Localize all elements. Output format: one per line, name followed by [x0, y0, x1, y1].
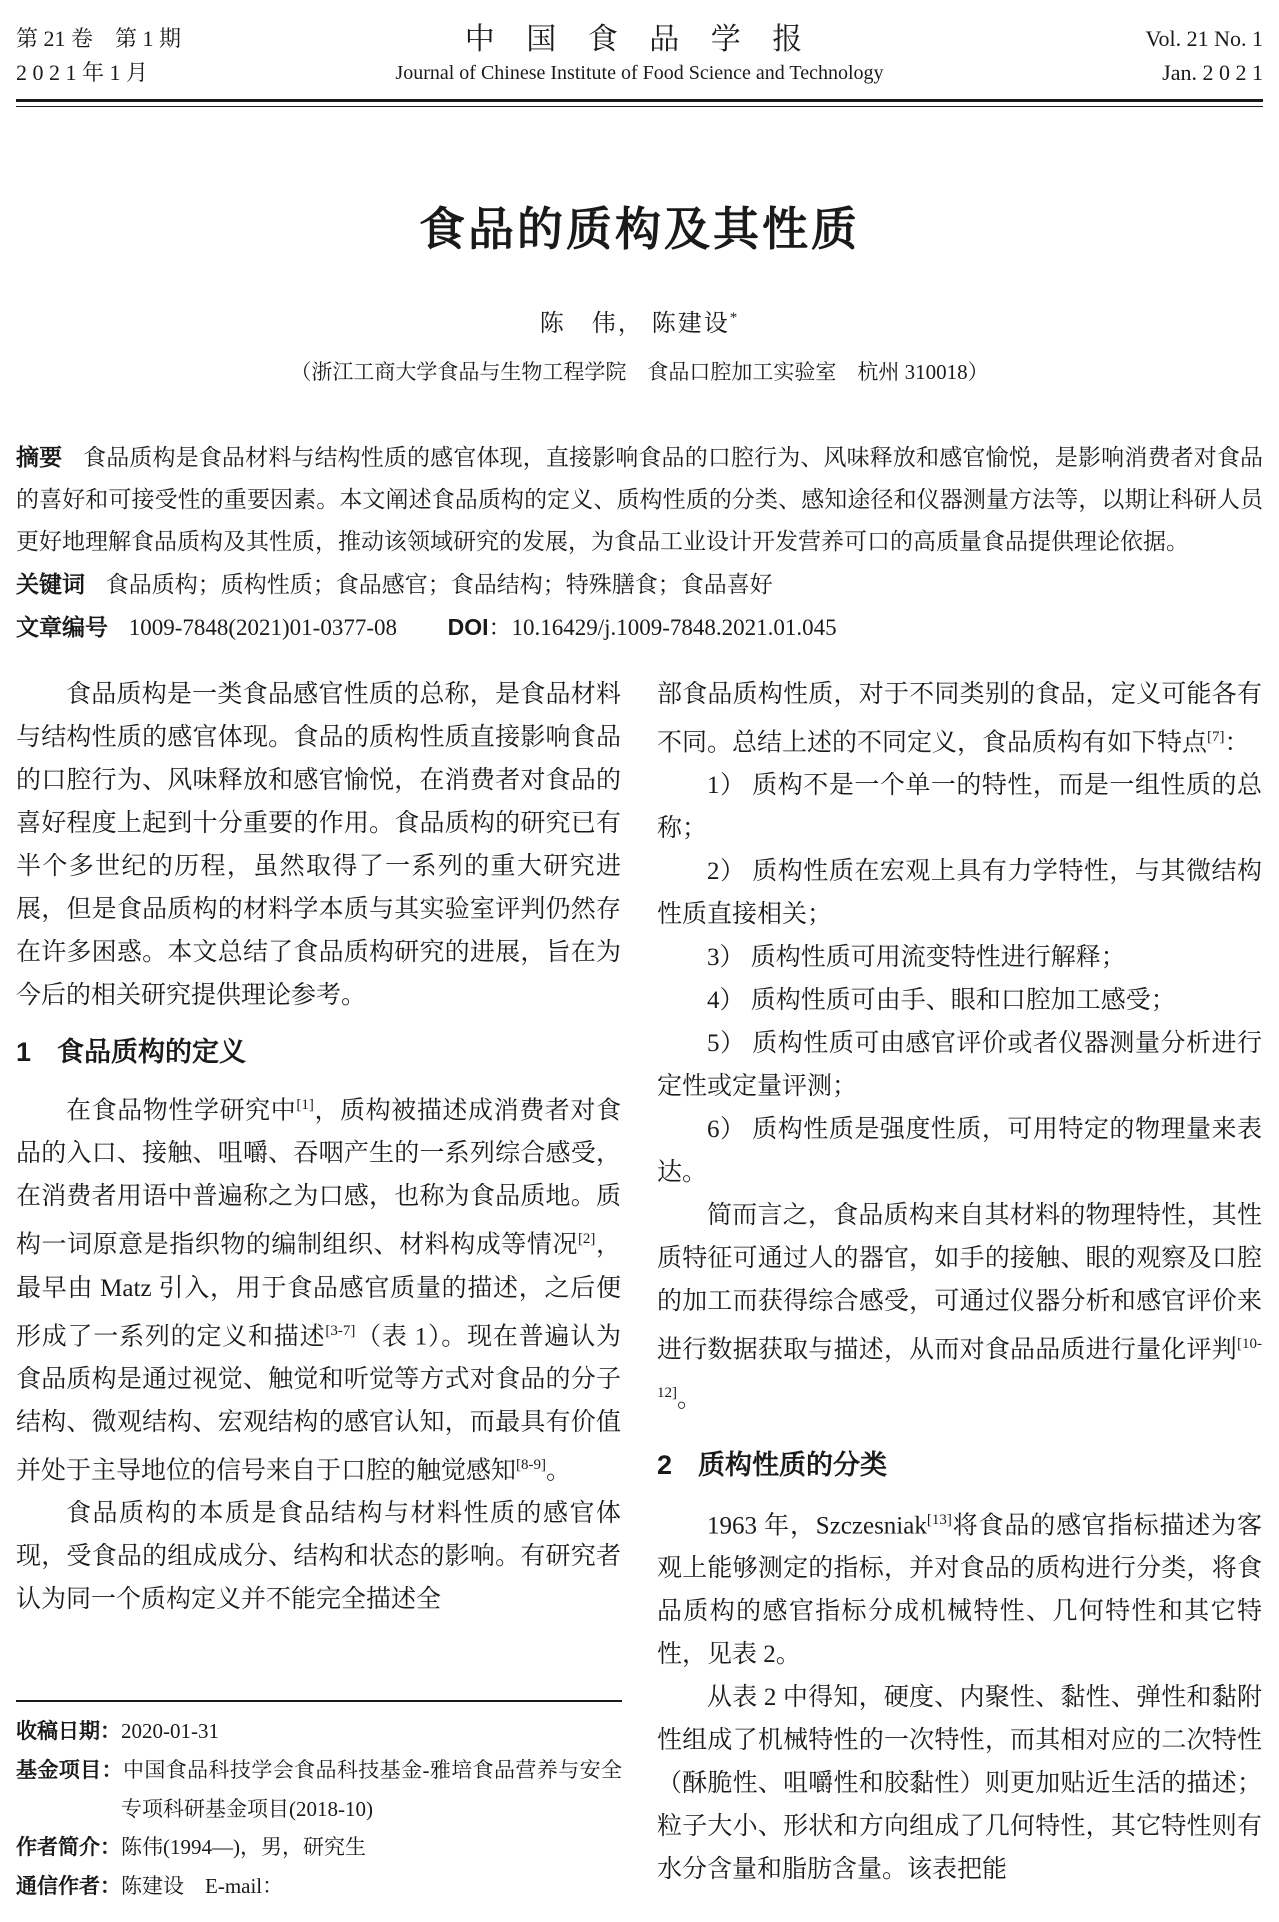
text-segment: 。: [677, 1384, 703, 1412]
text-segment: 简而言之，食品质构来自其材料的物理特性，其性质特征可通过人的器官，如手的接触、眼的观察及口腔的加工而获得综合感受，可通过仪器分析和感官评价来进行数据获取与描述，从而对食品品质进行量化评判: [657, 1202, 1262, 1364]
footnote-text: 陈伟(1994—)，男，研究生: [121, 1835, 366, 1859]
journal-volume-en: [993, 22, 1263, 90]
text-segment: （表 1）。现在普遍认为食品质构是通过视觉、触觉和听觉等方式对食品的分子结构、微观结构、宏观结构的感官认知，而最具有价值并处于主导地位的信号来自于口腔的触觉感知: [16, 1322, 621, 1485]
text-segment: 将食品的感官指标描述为客观上能够测定的指标，并对食品的质构进行分类，将食品质构的感官指标分成机械特性、几何特性和其它特性，见表 2。: [657, 1512, 1262, 1669]
article-meta: [16, 436, 1263, 649]
journal-volume-en-line2: Jan. 2 0 2 1: [1162, 60, 1263, 85]
paragraph-intro: 食品质构是一类食品感官性质的总称，是食品材料与结构性质的感官体现。食品的质构性质直接影响食品的口腔行为、风味释放和感官愉悦，在消费者对食品的喜好程度上起到十分重要的作用。食品质构的研究已有半个多世纪的历程，虽然取得了一系列的重大研究进展，但是食品质构的材料学本质与其实验室评判仍然存在许多困惑。本文总结了食品质构研究的进展，旨在为今后的相关研究提供理论参考。: [16, 681, 621, 1009]
authors-names: 陈 伟， 陈建设: [539, 311, 730, 337]
list-item: 5） 质构性质可由感官评价或者仪器测量分析进行定性或定量评测；: [657, 1030, 1262, 1101]
paragraph-classification: [657, 1499, 1262, 1676]
text-segment: ，质构被描述成消费者对食品的入口、接触、咀嚼、吞咽产生的一系列综合感受，在消费者用语中普遍称之为口感，也称为食品质地。质构一词原意是指织物的编制组织、材料构成等情况: [16, 1097, 621, 1259]
text-segment: 1963 年，Szczesniak: [707, 1512, 927, 1540]
footnote-text: 中国食品科技学会食品科技基金-雅培食品营养与安全专项科研基金项目(2018-10): [121, 1758, 622, 1821]
abstract-text: 食品质构是食品材料与结构性质的感官体现，直接影响食品的口腔行为、风味释放和感官愉悦，是影响消费者对食品的喜好和可接受性的重要因素。本文阐述食品质构的定义、质构性质的分类、感知途径和仪器测量方法等，以期让科研人员更好地理解食品质构及其性质，推动该领域研究的发展，为食品工业设计开发营养可口的高质量食品提供理论依据。: [16, 445, 1264, 554]
text-segment: 部食品质构性质，对于不同类别的食品，定义可能各有不同。总结上述的不同定义，食品质构有如下特点: [657, 681, 1262, 757]
text-segment: ，最早由 Matz 引入，用于食品感官质量的描述，之后便形成了一系列的定义和描述: [16, 1231, 621, 1350]
footnote-label: 作者简介：: [16, 1836, 121, 1859]
journal-volume-cn: [16, 22, 286, 90]
journal-volume-cn-line2: 2 0 2 1 年 1 月: [16, 60, 149, 85]
corresponding-author-marker: *: [729, 310, 740, 326]
text-segment: 。: [546, 1457, 572, 1485]
doi-label: DOI: [447, 614, 489, 640]
footnote-block: [16, 1700, 622, 1906]
footnote-label: 基金项目：: [16, 1759, 123, 1782]
paragraph-continuation: [657, 673, 1262, 764]
footnote-divider: [16, 1700, 622, 1702]
footnote-received-date: [16, 1712, 622, 1751]
reference-superscript: [8-9]: [516, 1456, 547, 1473]
paragraph-essence: 食品质构的本质是食品结构与材料性质的感官体现，受食品的组成成分、结构和状态的影响。有研究者认为同一个质构定义并不能完全描述全: [16, 1500, 621, 1614]
article-number-row: [16, 606, 1263, 649]
journal-name-cn: 中 国 食 品 学 报: [464, 23, 815, 56]
journal-header: [16, 0, 1263, 90]
doi-value: ：10.16429/j.1009-7848.2021.01.045: [488, 615, 837, 640]
section-number: 2: [657, 1449, 673, 1480]
section-title: 食品质构的定义: [57, 1037, 247, 1067]
section-heading-2: [657, 1444, 1262, 1487]
list-item: 2） 质构性质在宏观上具有力学特性，与其微结构性质直接相关；: [657, 858, 1262, 929]
footnote-label: 通信作者：: [16, 1875, 121, 1898]
text-segment: 在食品物性学研究中: [66, 1097, 297, 1125]
reference-superscript: [3-7]: [325, 1322, 356, 1339]
article-number-value: 1009-7848(2021)01-0377-08: [128, 615, 397, 640]
article-authors: [16, 303, 1263, 338]
text-segment: ：: [1224, 729, 1250, 757]
reference-superscript: [10-12]: [657, 1336, 1262, 1401]
list-item: 1） 质构不是一个单一的特性，而是一组性质的总称；: [657, 772, 1262, 843]
paragraph-definition: [16, 1084, 621, 1492]
footnote-corresponding-author: [16, 1867, 622, 1906]
abstract-label: 摘要: [16, 444, 63, 470]
article-affiliation: （浙江工商大学食品与生物工程学院 食品口腔加工实验室 杭州 310018）: [290, 360, 989, 384]
footnote-funding: [16, 1751, 622, 1828]
keywords: [16, 563, 1263, 606]
reference-superscript: [13]: [926, 1511, 952, 1528]
section-heading-1: [16, 1031, 621, 1074]
list-item: 3） 质构性质可用流变特性进行解释；: [707, 944, 1126, 972]
reference-superscript: [1]: [296, 1097, 314, 1113]
footnote-author-bio: [16, 1828, 622, 1867]
paragraph-summary: [657, 1194, 1262, 1420]
abstract: [16, 436, 1263, 563]
header-divider: [16, 99, 1263, 107]
journal-volume-en-line1: Vol. 21 No. 1: [1145, 26, 1263, 51]
keywords-label: 关键词: [16, 571, 85, 597]
list-item: 4） 质构性质可由手、眼和口腔加工感受；: [707, 987, 1176, 1015]
keywords-text: 食品质构；质构性质；食品感官；食品结构；特殊膳食；食品喜好: [105, 572, 773, 597]
journal-name-en: Journal of Chinese Institute of Food Science and Technology: [395, 62, 884, 84]
section-title: 质构性质的分类: [698, 1449, 888, 1480]
right-column: [657, 673, 1262, 1891]
footnote-label: 收稿日期：: [16, 1720, 121, 1743]
article-title: 食品的质构及其性质: [419, 203, 860, 255]
journal-volume-cn-line1: 第 21 卷 第 1 期: [16, 26, 182, 51]
section-number: 1: [16, 1037, 32, 1067]
journal-name: [286, 22, 993, 88]
footnote-text: 陈建设 E-mail：: [121, 1874, 284, 1898]
footnote-text: 2020-01-31: [121, 1719, 219, 1743]
paragraph-table2: 从表 2 中得知，硬度、内聚性、黏性、弹性和黏附性组成了机械特性的一次特性，而其相对应的二次特性（酥脆性、咀嚼性和胶黏性）则更加贴近生活的描述；粒子大小、形状和方向组成了几何特性，其它特性则有水分含量和脂肪含量。该表把能: [657, 1684, 1262, 1884]
reference-superscript: [2]: [577, 1231, 596, 1248]
reference-superscript: [7]: [1207, 729, 1225, 745]
list-item: 6） 质构性质是强度性质，可用特定的物理量来表达。: [657, 1116, 1262, 1187]
article-number-label: 文章编号: [16, 614, 108, 640]
